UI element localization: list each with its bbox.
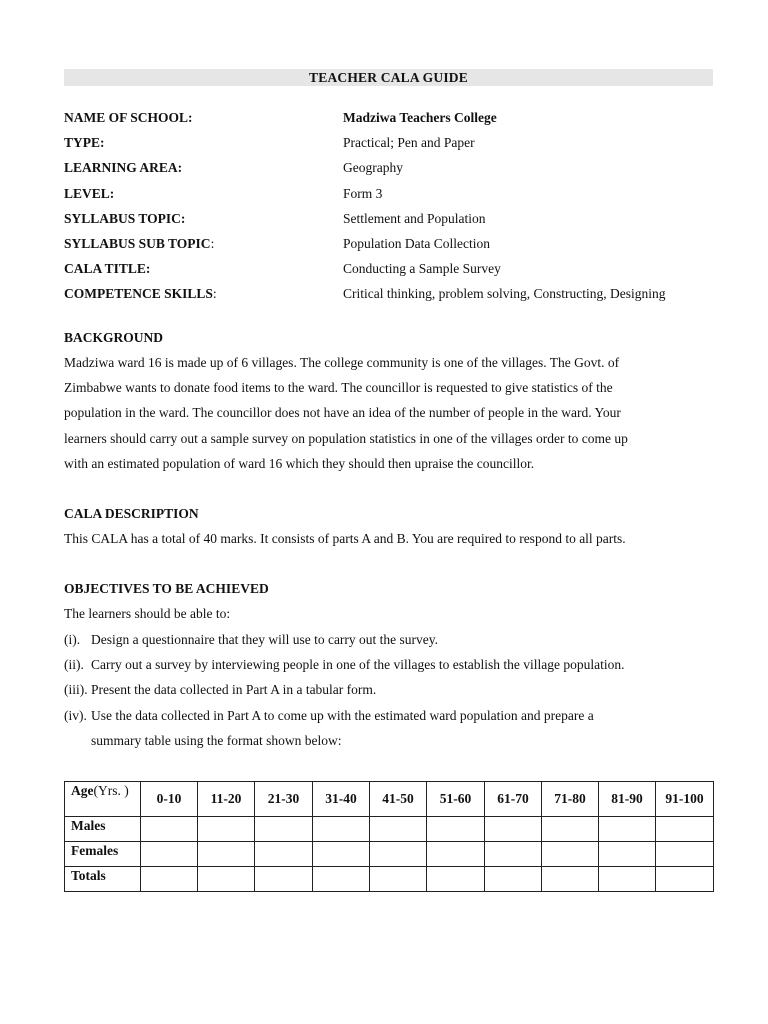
info-label — [64, 234, 343, 259]
info-row-learning-area — [64, 158, 724, 183]
list-item — [64, 627, 724, 652]
list-item — [64, 703, 724, 753]
background-line: with an estimated population of ward 16 which they should then upraise the councillor. — [64, 455, 535, 471]
list-item-text — [91, 703, 724, 753]
empty-cell — [198, 842, 255, 867]
empty-cell — [599, 817, 656, 842]
info-label: LEVEL: — [64, 185, 115, 201]
empty-cell — [198, 817, 255, 842]
info-label: NAME OF SCHOOL: — [64, 110, 193, 125]
info-value: Geography — [343, 160, 403, 176]
background-heading: BACKGROUND — [64, 330, 164, 345]
background-line: Madziwa ward 16 is made up of 6 villages. The college community is one of the villages. The Govt. of — [64, 355, 620, 370]
info-label-text: SYLLABUS SUB TOPIC — [64, 235, 211, 251]
empty-cell — [313, 842, 370, 867]
list-item-line: summary table using the format shown below: — [91, 732, 342, 748]
info-value: Form 3 — [343, 185, 383, 201]
info-label — [64, 284, 343, 309]
row-label: Totals — [65, 867, 141, 892]
list-item-number: (iv). — [64, 707, 87, 723]
row-label: Females — [65, 842, 141, 867]
list-item-text: Design a questionnaire that they will use to carry out the survey. — [91, 632, 439, 647]
empty-cell — [370, 817, 427, 842]
background-line: Zimbabwe wants to donate food items to the ward. The councillor is requested to give statistics of the — [64, 380, 613, 396]
info-block — [64, 108, 724, 310]
description-text: This CALA has a total of 40 marks. It consists of parts A and B. You are required to respond to all parts. — [64, 531, 626, 546]
empty-cell — [427, 842, 485, 867]
list-item — [64, 677, 724, 702]
list-item — [64, 652, 724, 677]
empty-cell — [198, 867, 255, 892]
info-row-school — [64, 108, 724, 133]
info-value: Conducting a Sample Survey — [343, 261, 501, 277]
info-label-text: COMPETENCE SKILLS — [64, 286, 213, 302]
empty-cell — [255, 817, 313, 842]
age-range-header: 91-100 — [656, 782, 714, 817]
document-title: TEACHER CALA GUIDE — [64, 69, 713, 86]
empty-cell — [485, 842, 542, 867]
table-row — [65, 867, 714, 892]
info-row-level — [64, 184, 724, 209]
info-value: Critical thinking, problem solving, Constructing, Designing — [343, 286, 666, 302]
info-value: Practical; Pen and Paper — [343, 135, 475, 151]
list-item-number: (i). — [64, 632, 81, 647]
age-header-cell — [65, 782, 141, 817]
age-range-header: 31-40 — [313, 782, 370, 817]
empty-cell — [542, 817, 599, 842]
info-label: CALA TITLE: — [64, 261, 151, 277]
list-item-line: Use the data collected in Part A to come up with the estimated ward population and prepare a — [91, 707, 594, 723]
age-range-header: 51-60 — [427, 782, 485, 817]
empty-cell — [542, 842, 599, 867]
info-label: TYPE: — [64, 135, 105, 151]
objectives-intro: The learners should be able to: — [64, 606, 231, 621]
empty-cell — [427, 867, 485, 892]
info-value: Madziwa Teachers College — [343, 110, 497, 125]
age-range-header: 81-90 — [599, 782, 656, 817]
list-item-text: Carry out a survey by interviewing people in one of the villages to establish the village population. — [91, 657, 625, 673]
list-item-number: (iii). — [64, 682, 88, 698]
empty-cell — [370, 867, 427, 892]
age-range-header: 0-10 — [141, 782, 198, 817]
age-range-header: 61-70 — [485, 782, 542, 817]
empty-cell — [485, 867, 542, 892]
info-value: Population Data Collection — [343, 235, 490, 251]
info-row-sub-topic — [64, 234, 724, 259]
age-header-label: Age — [71, 783, 94, 798]
list-item-number: (ii). — [64, 657, 84, 673]
empty-cell — [599, 842, 656, 867]
list-item-text: Present the data collected in Part A in a tabular form. — [91, 682, 377, 698]
age-range-header: 71-80 — [542, 782, 599, 817]
table-body — [65, 782, 714, 892]
empty-cell — [656, 817, 714, 842]
info-label-colon: : — [212, 286, 217, 302]
background-line: population in the ward. The councillor does not have an idea of the number of people in the ward. Your — [64, 405, 621, 421]
row-label: Males — [65, 817, 141, 842]
empty-cell — [313, 867, 370, 892]
info-row-type — [64, 133, 724, 158]
description-heading: CALA DESCRIPTION — [64, 506, 199, 521]
info-label: SYLLABUS TOPIC: — [64, 210, 186, 226]
empty-cell — [255, 842, 313, 867]
background-line: learners should carry out a sample survey on population statistics in one of the villages order to come up — [64, 430, 628, 446]
empty-cell — [141, 867, 198, 892]
age-range-header: 11-20 — [198, 782, 255, 817]
summary-table — [64, 781, 714, 892]
background-paragraph — [64, 350, 716, 476]
age-header-unit: (Yrs. ) — [93, 783, 129, 798]
info-label-colon: : — [210, 235, 215, 251]
empty-cell — [599, 867, 656, 892]
info-row-syllabus-topic — [64, 209, 724, 234]
info-row-competence-skills — [64, 284, 724, 309]
info-value: Settlement and Population — [343, 210, 486, 226]
age-range-header: 41-50 — [370, 782, 427, 817]
objectives-heading: OBJECTIVES TO BE ACHIEVED — [64, 581, 269, 596]
empty-cell — [656, 842, 714, 867]
empty-cell — [542, 867, 599, 892]
info-row-cala-title — [64, 259, 724, 284]
empty-cell — [255, 867, 313, 892]
empty-cell — [313, 817, 370, 842]
empty-cell — [141, 817, 198, 842]
info-label: LEARNING AREA: — [64, 160, 183, 176]
objectives-list — [64, 627, 724, 753]
empty-cell — [141, 842, 198, 867]
empty-cell — [485, 817, 542, 842]
age-range-header: 21-30 — [255, 782, 313, 817]
empty-cell — [370, 842, 427, 867]
empty-cell — [427, 817, 485, 842]
table-row — [65, 817, 714, 842]
table-row — [65, 842, 714, 867]
table-header-row — [65, 782, 714, 817]
empty-cell — [656, 867, 714, 892]
